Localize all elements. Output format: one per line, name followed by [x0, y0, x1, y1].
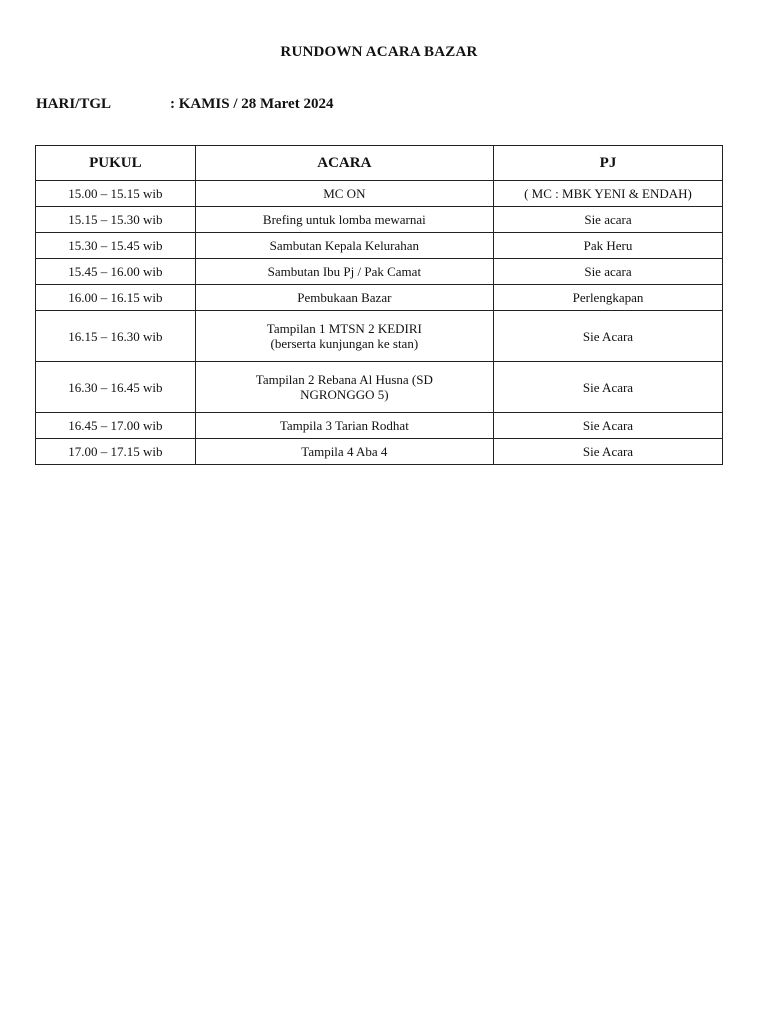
acara-line: Tampilan 2 Rebana Al Husna (SD: [255, 372, 433, 387]
date-value: : KAMIS / 28 Maret 2024: [170, 96, 334, 112]
table-row: [36, 259, 723, 285]
cell-pukul: 15.30 – 15.45 wib: [36, 233, 196, 259]
acara-line: (berserta kunjungan ke stan): [270, 336, 419, 351]
table-row: [36, 439, 723, 465]
cell-pj: Sie Acara: [493, 311, 722, 362]
cell-pj: Sie Acara: [493, 413, 722, 439]
table-row: [36, 207, 723, 233]
cell-pukul: 15.00 – 15.15 wib: [36, 181, 196, 207]
cell-pukul: 15.15 – 15.30 wib: [36, 207, 196, 233]
cell-pukul: 17.00 – 17.15 wib: [36, 439, 196, 465]
table-row: [36, 285, 723, 311]
acara-line: MC ON: [323, 186, 366, 201]
cell-pukul: 15.45 – 16.00 wib: [36, 259, 196, 285]
cell-pj: Sie Acara: [493, 439, 722, 465]
acara-line: Pembukaan Bazar: [297, 290, 392, 305]
table-row: [36, 362, 723, 413]
acara-line: Tampilan 1 MTSN 2 KEDIRI: [266, 321, 422, 336]
cell-pukul: 16.15 – 16.30 wib: [36, 311, 196, 362]
rundown-table: [35, 145, 723, 465]
document-title: RUNDOWN ACARA BAZAR: [280, 44, 478, 60]
table-row: [36, 181, 723, 207]
cell-pj: ( MC : MBK YENI & ENDAH): [493, 181, 722, 207]
header-pj: PJ: [493, 146, 722, 181]
acara-line: NGRONGGO 5): [300, 387, 389, 402]
cell-acara: [195, 311, 493, 362]
date-label: HARI/TGL: [36, 96, 112, 112]
acara-line: Sambutan Kepala Kelurahan: [269, 238, 420, 253]
acara-line: Tampila 3 Tarian Rodhat: [279, 418, 409, 433]
cell-pukul: 16.45 – 17.00 wib: [36, 413, 196, 439]
cell-acara: [195, 259, 493, 285]
header-acara: ACARA: [195, 146, 493, 181]
date-line: [36, 96, 333, 113]
table-row: [36, 311, 723, 362]
table-header-row: [36, 146, 723, 181]
cell-acara: [195, 285, 493, 311]
cell-acara: [195, 233, 493, 259]
header-pukul: PUKUL: [36, 146, 196, 181]
cell-acara: [195, 439, 493, 465]
table-row: [36, 413, 723, 439]
cell-pukul: 16.00 – 16.15 wib: [36, 285, 196, 311]
cell-acara: [195, 362, 493, 413]
cell-pj: Perlengkapan: [493, 285, 722, 311]
acara-line: Brefing untuk lomba mewarnai: [262, 212, 426, 227]
cell-pukul: 16.30 – 16.45 wib: [36, 362, 196, 413]
cell-pj: Sie acara: [493, 207, 722, 233]
cell-pj: Pak Heru: [493, 233, 722, 259]
cell-acara: [195, 413, 493, 439]
cell-pj: Sie acara: [493, 259, 722, 285]
table-row: [36, 233, 723, 259]
acara-line: Tampila 4 Aba 4: [301, 444, 388, 459]
cell-acara: [195, 181, 493, 207]
acara-line: Sambutan Ibu Pj / Pak Camat: [267, 264, 422, 279]
cell-acara: [195, 207, 493, 233]
cell-pj: Sie Acara: [493, 362, 722, 413]
